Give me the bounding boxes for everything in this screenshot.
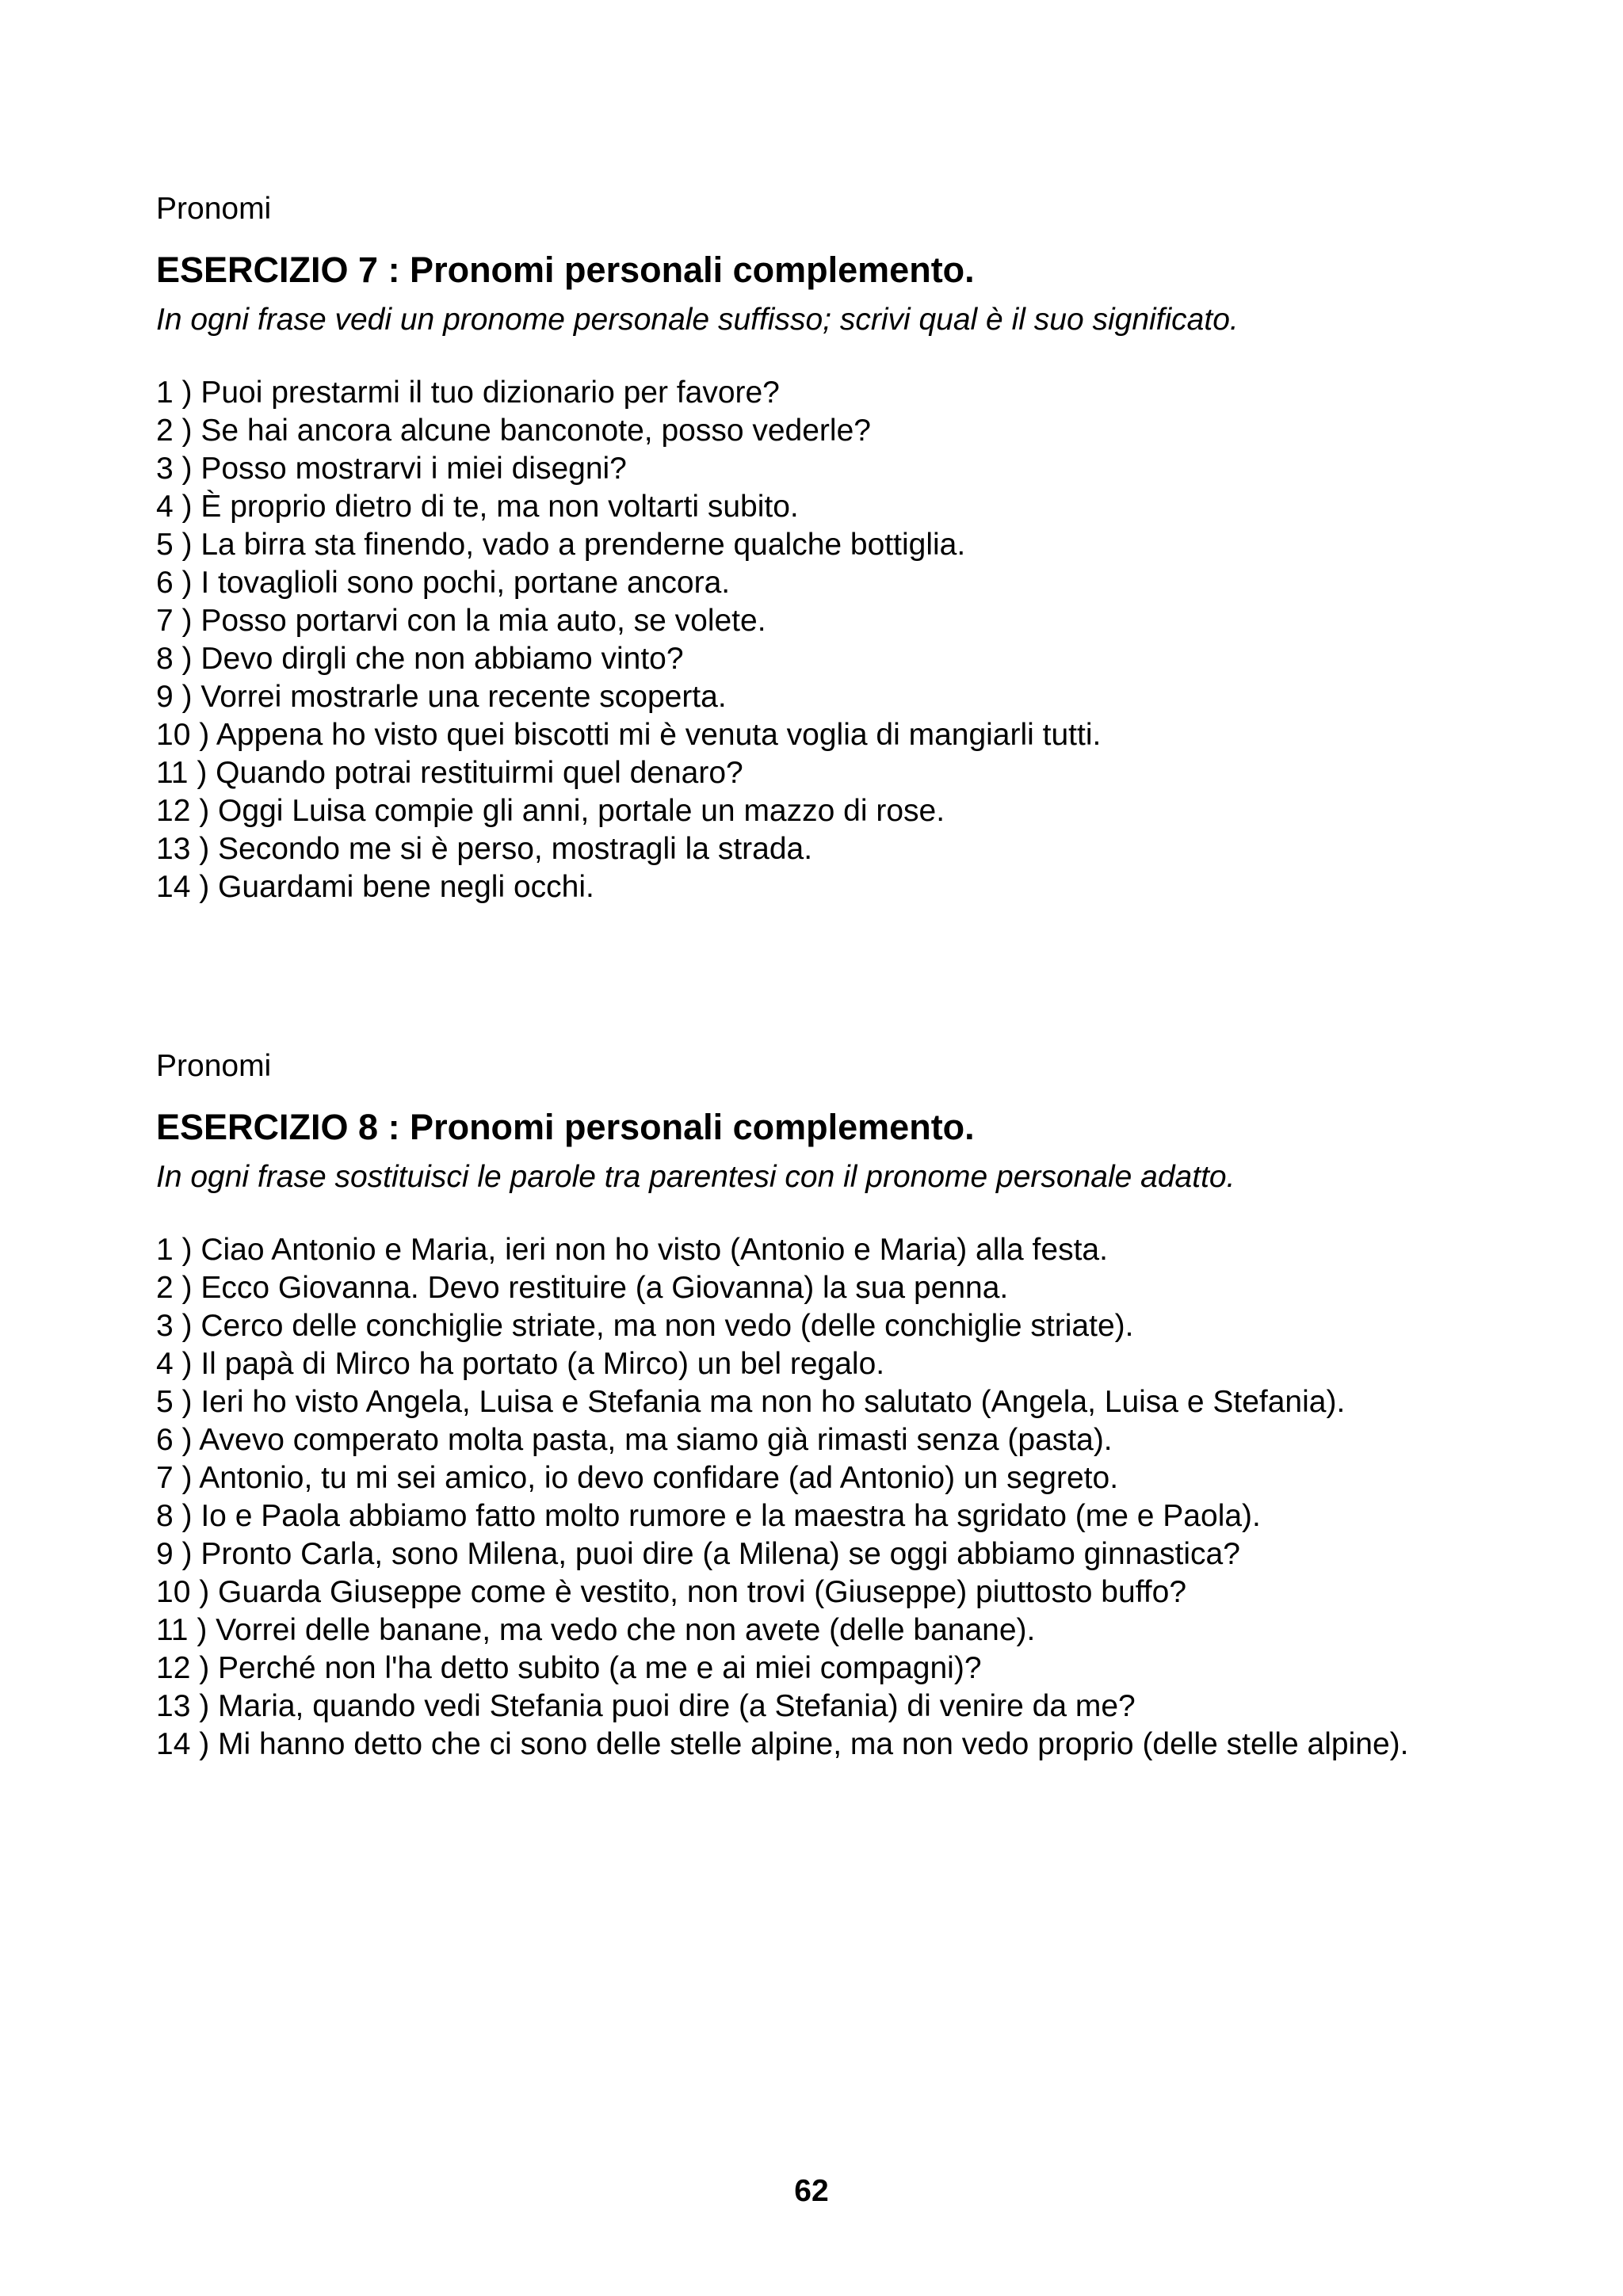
list-item: 10 ) Guarda Giuseppe come è vestito, non trovi (Giuseppe) piuttosto buffo? bbox=[156, 1575, 1187, 1609]
list-item: 3 ) Posso mostrarvi i miei disegni? bbox=[156, 452, 627, 486]
section-label: Pronomi bbox=[156, 192, 272, 226]
exercise-title: ESERCIZIO 8 : Pronomi personali complemento. bbox=[156, 1107, 975, 1147]
list-item: 5 ) Ieri ho visto Angela, Luisa e Stefania ma non ho salutato (Angela, Luisa e Stefania). bbox=[156, 1385, 1346, 1419]
exercise-list bbox=[156, 374, 1503, 906]
exercise-instruction: In ogni frase sostituisci le parole tra parentesi con il pronome personale adatto. bbox=[156, 1160, 1235, 1194]
list-item: 14 ) Mi hanno detto che ci sono delle stelle alpine, ma non vedo proprio (delle stelle alpine). bbox=[156, 1727, 1409, 1761]
exercise-title: ESERCIZIO 7 : Pronomi personali complemento. bbox=[156, 250, 975, 290]
exercise-instruction: In ogni frase vedi un pronome personale suffisso; scrivi qual è il suo significato. bbox=[156, 303, 1239, 337]
list-item: 4 ) Il papà di Mirco ha portato (a Mirco) un bel regalo. bbox=[156, 1347, 885, 1381]
list-item: 13 ) Maria, quando vedi Stefania puoi dire (a Stefania) di venire da me? bbox=[156, 1689, 1136, 1723]
list-item: 4 ) È proprio dietro di te, ma non voltarti subito. bbox=[156, 490, 799, 524]
list-item: 6 ) Avevo comperato molta pasta, ma siamo già rimasti senza (pasta). bbox=[156, 1423, 1113, 1457]
section-label: Pronomi bbox=[156, 1049, 272, 1083]
list-item: 1 ) Ciao Antonio e Maria, ieri non ho visto (Antonio e Maria) alla festa. bbox=[156, 1233, 1108, 1267]
list-item: 13 ) Secondo me si è perso, mostragli la strada. bbox=[156, 832, 813, 866]
list-item: 7 ) Antonio, tu mi sei amico, io devo confidare (ad Antonio) un segreto. bbox=[156, 1461, 1119, 1495]
list-item: 11 ) Quando potrai restituirmi quel denaro? bbox=[156, 756, 743, 790]
list-item: 10 ) Appena ho visto quei biscotti mi è venuta voglia di mangiarli tutti. bbox=[156, 718, 1102, 752]
document-page bbox=[156, 0, 1503, 2296]
list-item: 1 ) Puoi prestarmi il tuo dizionario per favore? bbox=[156, 376, 780, 410]
list-item: 9 ) Vorrei mostrarle una recente scoperta. bbox=[156, 680, 727, 714]
list-item: 3 ) Cerco delle conchiglie striate, ma non vedo (delle conchiglie striate). bbox=[156, 1309, 1134, 1343]
list-item: 11 ) Vorrei delle banane, ma vedo che non avete (delle banane). bbox=[156, 1613, 1036, 1647]
exercise-list bbox=[156, 1231, 1503, 1764]
list-item: 2 ) Ecco Giovanna. Devo restituire (a Giovanna) la sua penna. bbox=[156, 1271, 1009, 1305]
list-item: 8 ) Io e Paola abbiamo fatto molto rumore e la maestra ha sgridato (me e Paola). bbox=[156, 1499, 1261, 1533]
list-item: 2 ) Se hai ancora alcune banconote, posso vederle? bbox=[156, 414, 871, 448]
list-item: 7 ) Posso portarvi con la mia auto, se volete. bbox=[156, 604, 766, 638]
exercise-8-section bbox=[156, 1047, 1503, 1764]
list-item: 14 ) Guardami bene negli occhi. bbox=[156, 870, 594, 904]
list-item: 5 ) La birra sta finendo, vado a prenderne qualche bottiglia. bbox=[156, 528, 966, 562]
list-item: 12 ) Oggi Luisa compie gli anni, portale un mazzo di rose. bbox=[156, 794, 945, 828]
list-item: 6 ) I tovaglioli sono pochi, portane ancora. bbox=[156, 566, 731, 600]
page-number: 62 bbox=[794, 2174, 829, 2208]
list-item: 8 ) Devo dirgli che non abbiamo vinto? bbox=[156, 642, 684, 676]
list-item: 12 ) Perché non l'ha detto subito (a me e ai miei compagni)? bbox=[156, 1651, 982, 1685]
list-item: 9 ) Pronto Carla, sono Milena, puoi dire (a Milena) se oggi abbiamo ginnastica? bbox=[156, 1537, 1240, 1571]
exercise-7-section bbox=[156, 190, 1503, 906]
